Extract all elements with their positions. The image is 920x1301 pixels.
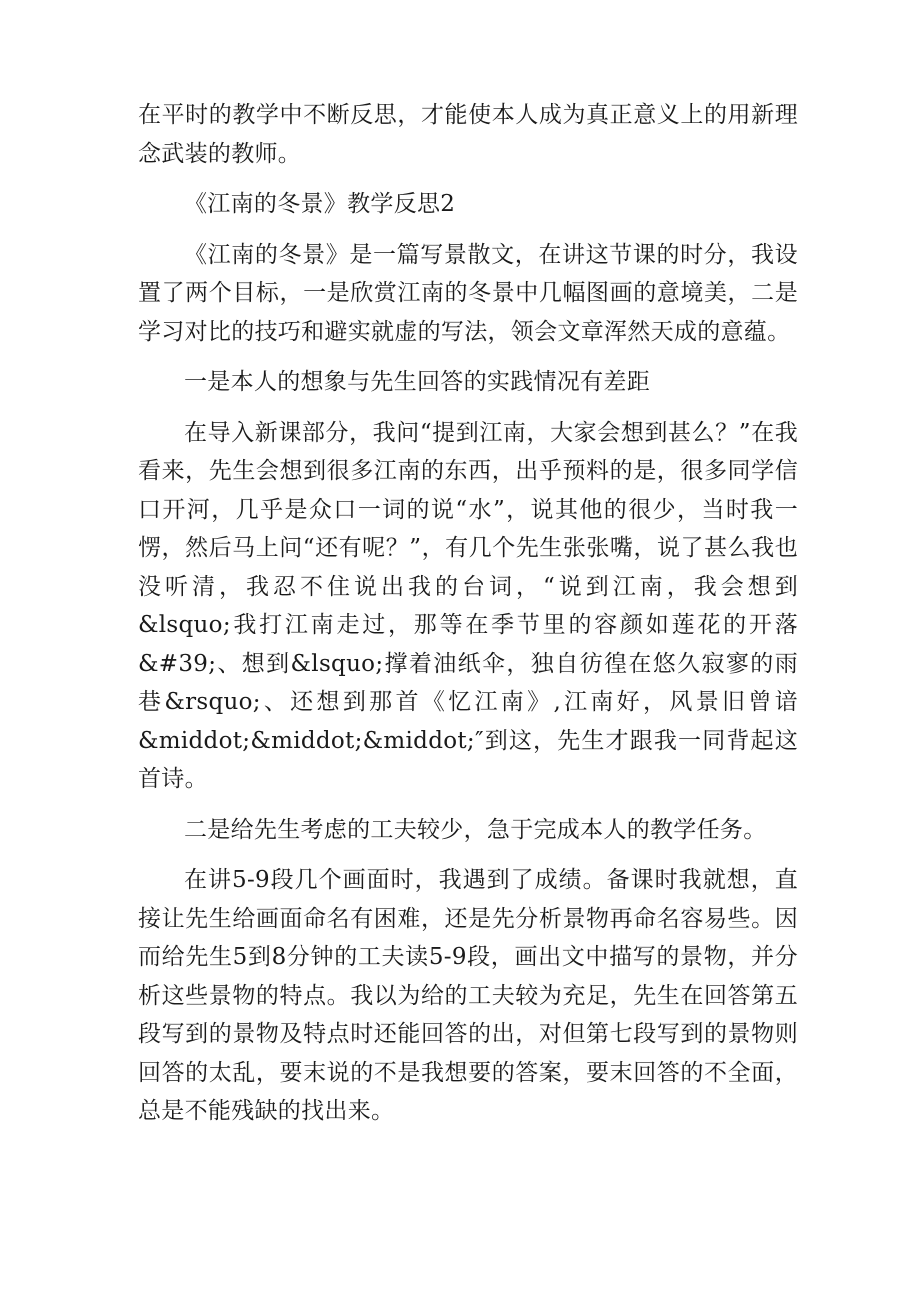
paragraph-point-one: 在导入新课部分，我问“提到江南，大家会想到甚么？”在我看来，先生会想到很多江南的东西，出乎预料的是，很多同学信口开河，几乎是众口一词的说“水”，说其他的很少，当时我一愣，然后马上问“还有呢？”，有几个先生张张嘴，说了甚么我也没听清，我忍不住说出我的台词，“说到江南，我会想到&lsquo;我打江南走过，那等在季节里的容颜如莲花的开落&#39;、想到&lsquo;撑着油纸伞，独自彷徨在悠久寂寥的雨巷&rsquo;、还想到那首《忆江南》,江南好，风景旧曾谙&middot;&middot;&middot;″到这，先生才跟我一同背起这首诗。 [138, 419, 798, 792]
point-one-heading: 一是本人的想象与先生回答的实践情况有差距 [184, 369, 650, 395]
section-heading: 《江南的冬景》教学反思2 [184, 191, 456, 217]
point-two-heading: 二是给先生考虑的工夫较少，急于完成本人的教学任务。 [184, 816, 767, 843]
document-body [138, 96, 798, 1143]
paragraph-continuation: 在平时的教学中不断反思，才能使本人成为真正意义上的用新理念武装的教师。 [138, 102, 798, 167]
paragraph-point-two: 在讲5-9段几个画面时，我遇到了成绩。备课时我就想，直接让先生给画面命名有困难，还是先分析景物再命名容易些。因而给先生5到8分钟的工夫读5-9段，画出文中描写的景物，并分析这些景物的特点。我以为给的工夫较为充足，先生在回答第五段写到的景物及特点时还能回答的出，对但第七段写到的景物则回答的太乱，要末说的不是我想要的答案，要末回答的不全面，总是不能残缺的找出来。 [138, 867, 798, 1124]
paragraph-intro: 《江南的冬景》是一篇写景散文，在讲这节课的时分，我设置了两个目标，一是欣赏江南的冬景中几幅图画的意境美，二是学习对比的技巧和避实就虚的写法，领会文章浑然天成的意蕴。 [138, 241, 798, 345]
